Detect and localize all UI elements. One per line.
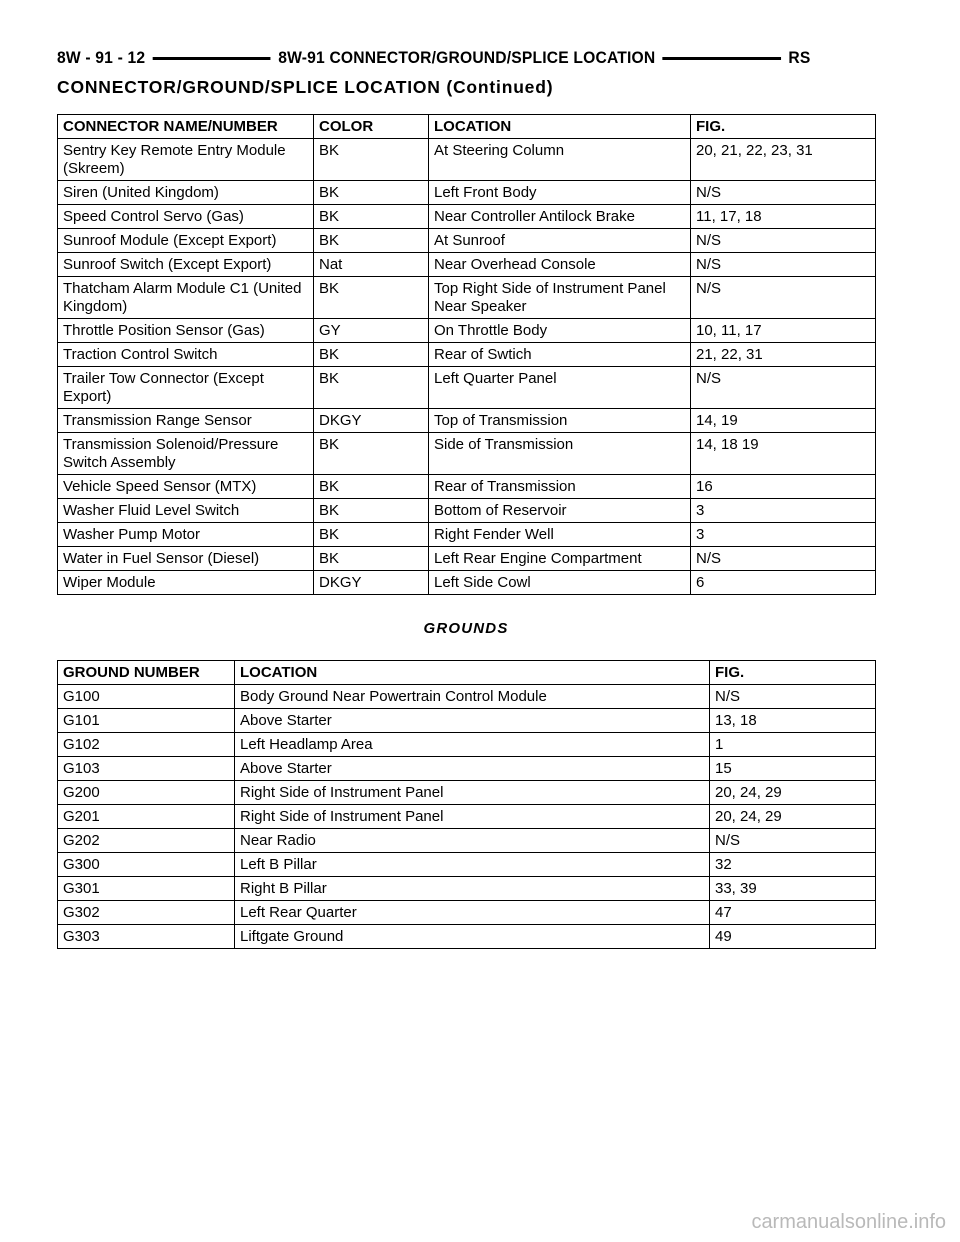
- table-row: [58, 139, 876, 181]
- table-row: [58, 433, 876, 475]
- table-row: [58, 499, 876, 523]
- table-row: [58, 685, 876, 709]
- connector-location-cell: Bottom of Reservoir: [429, 499, 691, 523]
- connector-location-cell: Top of Transmission: [429, 409, 691, 433]
- ground-fig-cell: 1: [710, 733, 876, 757]
- connector-name-cell: Throttle Position Sensor (Gas): [58, 319, 314, 343]
- table-row: [58, 853, 876, 877]
- table-row: [58, 571, 876, 595]
- connector-fig-cell: 3: [691, 523, 876, 547]
- ground-location-cell: Near Radio: [235, 829, 710, 853]
- connector-table: [57, 114, 876, 595]
- table-row: [58, 319, 876, 343]
- ground-number-cell: G300: [58, 853, 235, 877]
- connector-color-cell: BK: [314, 277, 429, 319]
- table-row: [58, 757, 876, 781]
- table-row: [58, 523, 876, 547]
- connector-fig-cell: N/S: [691, 229, 876, 253]
- connector-name-cell: Thatcham Alarm Module C1 (United Kingdom): [58, 277, 314, 319]
- ground-fig-cell: 15: [710, 757, 876, 781]
- grounds-caption: GROUNDS: [423, 620, 509, 637]
- connector-location-cell: Left Quarter Panel: [429, 367, 691, 409]
- ground-number-cell: G100: [58, 685, 235, 709]
- connector-location-cell: Rear of Transmission: [429, 475, 691, 499]
- ground-location-cell: Left B Pillar: [235, 853, 710, 877]
- connector-fig-cell: 6: [691, 571, 876, 595]
- connector-fig-cell: 14, 19: [691, 409, 876, 433]
- connector-name-cell: Washer Fluid Level Switch: [58, 499, 314, 523]
- connector-name-cell: Sentry Key Remote Entry Module (Skreem): [58, 139, 314, 181]
- section-title: CONNECTOR/GROUND/SPLICE LOCATION (Continued): [57, 77, 554, 97]
- table-row: [58, 475, 876, 499]
- ground-location-cell: Left Rear Quarter: [235, 901, 710, 925]
- ground-location-cell: Liftgate Ground: [235, 925, 710, 949]
- ground-fig-cell: 47: [710, 901, 876, 925]
- ground-header-number: GROUND NUMBER: [58, 661, 235, 685]
- connector-location-cell: Left Front Body: [429, 181, 691, 205]
- ground-table: [57, 660, 876, 949]
- connector-fig-cell: 11, 17, 18: [691, 205, 876, 229]
- connector-color-cell: BK: [314, 367, 429, 409]
- ground-fig-cell: 33, 39: [710, 877, 876, 901]
- chapter-title: 8W-91 CONNECTOR/GROUND/SPLICE LOCATION: [278, 48, 656, 67]
- ground-fig-cell: 20, 24, 29: [710, 805, 876, 829]
- ground-fig-cell: 20, 24, 29: [710, 781, 876, 805]
- connector-color-cell: BK: [314, 139, 429, 181]
- connector-fig-cell: 14, 18 19: [691, 433, 876, 475]
- watermark: carmanualsonline.info: [751, 1211, 946, 1233]
- ground-location-cell: Right Side of Instrument Panel: [235, 781, 710, 805]
- connector-color-cell: BK: [314, 181, 429, 205]
- ground-header-fig: FIG.: [710, 661, 876, 685]
- table-row: [58, 781, 876, 805]
- table-row: [58, 253, 876, 277]
- table-row: [58, 343, 876, 367]
- connector-name-cell: Siren (United Kingdom): [58, 181, 314, 205]
- connector-name-cell: Sunroof Switch (Except Export): [58, 253, 314, 277]
- connector-location-cell: Left Side Cowl: [429, 571, 691, 595]
- ground-number-cell: G202: [58, 829, 235, 853]
- table-row: [58, 277, 876, 319]
- connector-table-header: [58, 115, 876, 139]
- connector-color-cell: BK: [314, 547, 429, 571]
- table-row: [58, 709, 876, 733]
- connector-color-cell: BK: [314, 205, 429, 229]
- connector-header-location: LOCATION: [429, 115, 691, 139]
- connector-color-cell: DKGY: [314, 571, 429, 595]
- table-row: [58, 409, 876, 433]
- connector-header-fig: FIG.: [691, 115, 876, 139]
- page-header: [57, 46, 810, 70]
- connector-color-cell: BK: [314, 229, 429, 253]
- ground-header-location: LOCATION: [235, 661, 710, 685]
- connector-fig-cell: N/S: [691, 367, 876, 409]
- connector-header-color: COLOR: [314, 115, 429, 139]
- table-row: [58, 547, 876, 571]
- connector-fig-cell: N/S: [691, 277, 876, 319]
- connector-name-cell: Sunroof Module (Except Export): [58, 229, 314, 253]
- connector-color-cell: BK: [314, 475, 429, 499]
- table-row: [58, 901, 876, 925]
- ground-location-cell: Above Starter: [235, 757, 710, 781]
- table-row: [58, 181, 876, 205]
- connector-fig-cell: 16: [691, 475, 876, 499]
- connector-name-cell: Traction Control Switch: [58, 343, 314, 367]
- connector-name-cell: Water in Fuel Sensor (Diesel): [58, 547, 314, 571]
- connector-name-cell: Wiper Module: [58, 571, 314, 595]
- connector-location-cell: Right Fender Well: [429, 523, 691, 547]
- connector-fig-cell: N/S: [691, 181, 876, 205]
- connector-name-cell: Speed Control Servo (Gas): [58, 205, 314, 229]
- connector-fig-cell: 21, 22, 31: [691, 343, 876, 367]
- table-row: [58, 733, 876, 757]
- connector-color-cell: BK: [314, 499, 429, 523]
- header-rule-right: [663, 57, 781, 60]
- connector-header-name: CONNECTOR NAME/NUMBER: [58, 115, 314, 139]
- ground-fig-cell: 13, 18: [710, 709, 876, 733]
- connector-name-cell: Transmission Solenoid/Pressure Switch Assembly: [58, 433, 314, 475]
- connector-color-cell: DKGY: [314, 409, 429, 433]
- ground-location-cell: Body Ground Near Powertrain Control Module: [235, 685, 710, 709]
- connector-color-cell: BK: [314, 343, 429, 367]
- ground-location-cell: Right Side of Instrument Panel: [235, 805, 710, 829]
- connector-name-cell: Trailer Tow Connector (Except Export): [58, 367, 314, 409]
- connector-fig-cell: 20, 21, 22, 23, 31: [691, 139, 876, 181]
- page-number: 8W - 91 - 12: [57, 48, 146, 67]
- connector-location-cell: Rear of Swtich: [429, 343, 691, 367]
- table-row: [58, 367, 876, 409]
- ground-number-cell: G301: [58, 877, 235, 901]
- table-row: [58, 805, 876, 829]
- connector-location-cell: Near Controller Antilock Brake: [429, 205, 691, 229]
- table-row: [58, 925, 876, 949]
- ground-number-cell: G101: [58, 709, 235, 733]
- ground-number-cell: G303: [58, 925, 235, 949]
- connector-location-cell: Near Overhead Console: [429, 253, 691, 277]
- connector-name-cell: Transmission Range Sensor: [58, 409, 314, 433]
- connector-color-cell: GY: [314, 319, 429, 343]
- table-row: [58, 829, 876, 853]
- connector-location-cell: Side of Transmission: [429, 433, 691, 475]
- connector-location-cell: At Steering Column: [429, 139, 691, 181]
- table-row: [58, 205, 876, 229]
- ground-location-cell: Left Headlamp Area: [235, 733, 710, 757]
- connector-color-cell: Nat: [314, 253, 429, 277]
- connector-fig-cell: N/S: [691, 253, 876, 277]
- connector-name-cell: Washer Pump Motor: [58, 523, 314, 547]
- ground-fig-cell: 32: [710, 853, 876, 877]
- connector-location-cell: Left Rear Engine Compartment: [429, 547, 691, 571]
- ground-number-cell: G201: [58, 805, 235, 829]
- ground-number-cell: G200: [58, 781, 235, 805]
- ground-number-cell: G102: [58, 733, 235, 757]
- table-row: [58, 877, 876, 901]
- model-code: RS: [788, 48, 811, 67]
- header-rule-left: [153, 57, 271, 60]
- ground-fig-cell: N/S: [710, 685, 876, 709]
- connector-fig-cell: 10, 11, 17: [691, 319, 876, 343]
- ground-table-header: [58, 661, 876, 685]
- ground-number-cell: G103: [58, 757, 235, 781]
- ground-location-cell: Above Starter: [235, 709, 710, 733]
- ground-location-cell: Right B Pillar: [235, 877, 710, 901]
- connector-location-cell: Top Right Side of Instrument Panel Near Speaker: [429, 277, 691, 319]
- connector-color-cell: BK: [314, 433, 429, 475]
- connector-location-cell: On Throttle Body: [429, 319, 691, 343]
- connector-fig-cell: 3: [691, 499, 876, 523]
- ground-fig-cell: 49: [710, 925, 876, 949]
- connector-name-cell: Vehicle Speed Sensor (MTX): [58, 475, 314, 499]
- table-row: [58, 229, 876, 253]
- connector-fig-cell: N/S: [691, 547, 876, 571]
- connector-location-cell: At Sunroof: [429, 229, 691, 253]
- ground-fig-cell: N/S: [710, 829, 876, 853]
- ground-number-cell: G302: [58, 901, 235, 925]
- connector-color-cell: BK: [314, 523, 429, 547]
